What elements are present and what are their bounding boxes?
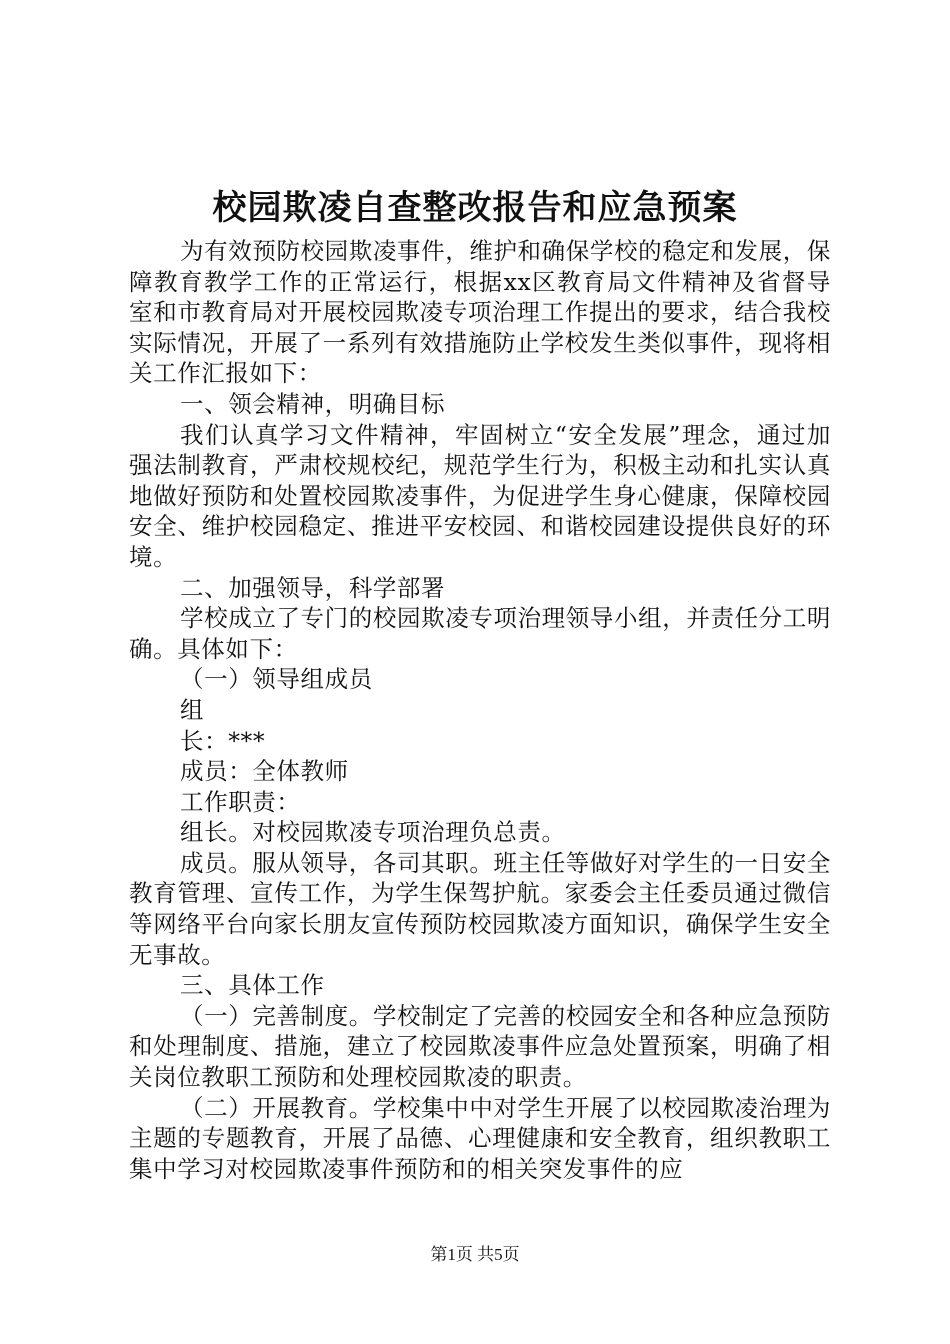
member-duty-paragraph: 成员。服从领导，各司其职。班主任等做好对学生的一日安全教育管理、宣传工作，为学生保驾护航。家委会主任委员通过微信等网络平台向家长朋友宣传预防校园欺凌方面知识，确保学生安全无事故。 xyxy=(129,848,831,969)
work-item-1-paragraph: （一）完善制度。学校制定了完善的校园安全和各种应急预防和处理制度、措施，建立了校园欺凌事件应急处置预案，明确了相关岗位教职工预防和处理校园欺凌的职责。 xyxy=(129,1001,831,1092)
document-body xyxy=(129,236,831,1184)
members-line: 成员：全体教师 xyxy=(180,757,349,786)
subsection-heading-leadership: （一）领导组成员 xyxy=(180,665,373,694)
section-1-paragraph: 我们认真学习文件精神，牢固树立“安全发展”理念，通过加强法制教育，严肃校规校纪，规范学生行为，积极主动和扎实认真地做好预防和处置校园欺凌事件，为促进学生身心健康，保障校园安全、维护校园稳定、推进平安校园、和谐校园建设提供良好的环境。 xyxy=(129,420,831,571)
document-title: 校园欺凌自查整改报告和应急预案 xyxy=(212,188,738,228)
duties-heading: 工作职责： xyxy=(180,787,301,816)
section-2-paragraph: 学校成立了专门的校园欺凌专项治理领导小组，并责任分工明确。具体如下： xyxy=(129,604,831,663)
work-item-2-paragraph: （二）开展教育。学校集中中对学生开展了以校园欺凌治理为主题的专题教育，开展了品德、心理健康和安全教育，组织教职工集中学习对校园欺凌事件预防和的相关突发事件的应 xyxy=(129,1093,831,1183)
section-heading-3: 三、具体工作 xyxy=(180,971,325,1000)
leader-label-line-1: 组 xyxy=(180,695,205,724)
section-heading-2: 二、加强领导，科学部署 xyxy=(180,573,446,602)
section-heading-1: 一、领会精神，明确目标 xyxy=(180,389,446,418)
page-number-footer: 第1页 共5页 xyxy=(430,1245,520,1264)
intro-paragraph: 为有效预防校园欺凌事件，维护和确保学校的稳定和发展，保障教育教学工作的正常运行，根据xx区教育局文件精神及省督导室和市教育局对开展校园欺凌专项治理工作提出的要求，结合我校实际情况，开展了一系列有效措施防止学校发生类似事件，现将相关工作汇报如下： xyxy=(129,237,831,388)
leader-label-line-2: 长：*** xyxy=(180,726,266,755)
leader-duty-paragraph: 组长。对校园欺凌专项治理负总责。 xyxy=(180,818,566,847)
